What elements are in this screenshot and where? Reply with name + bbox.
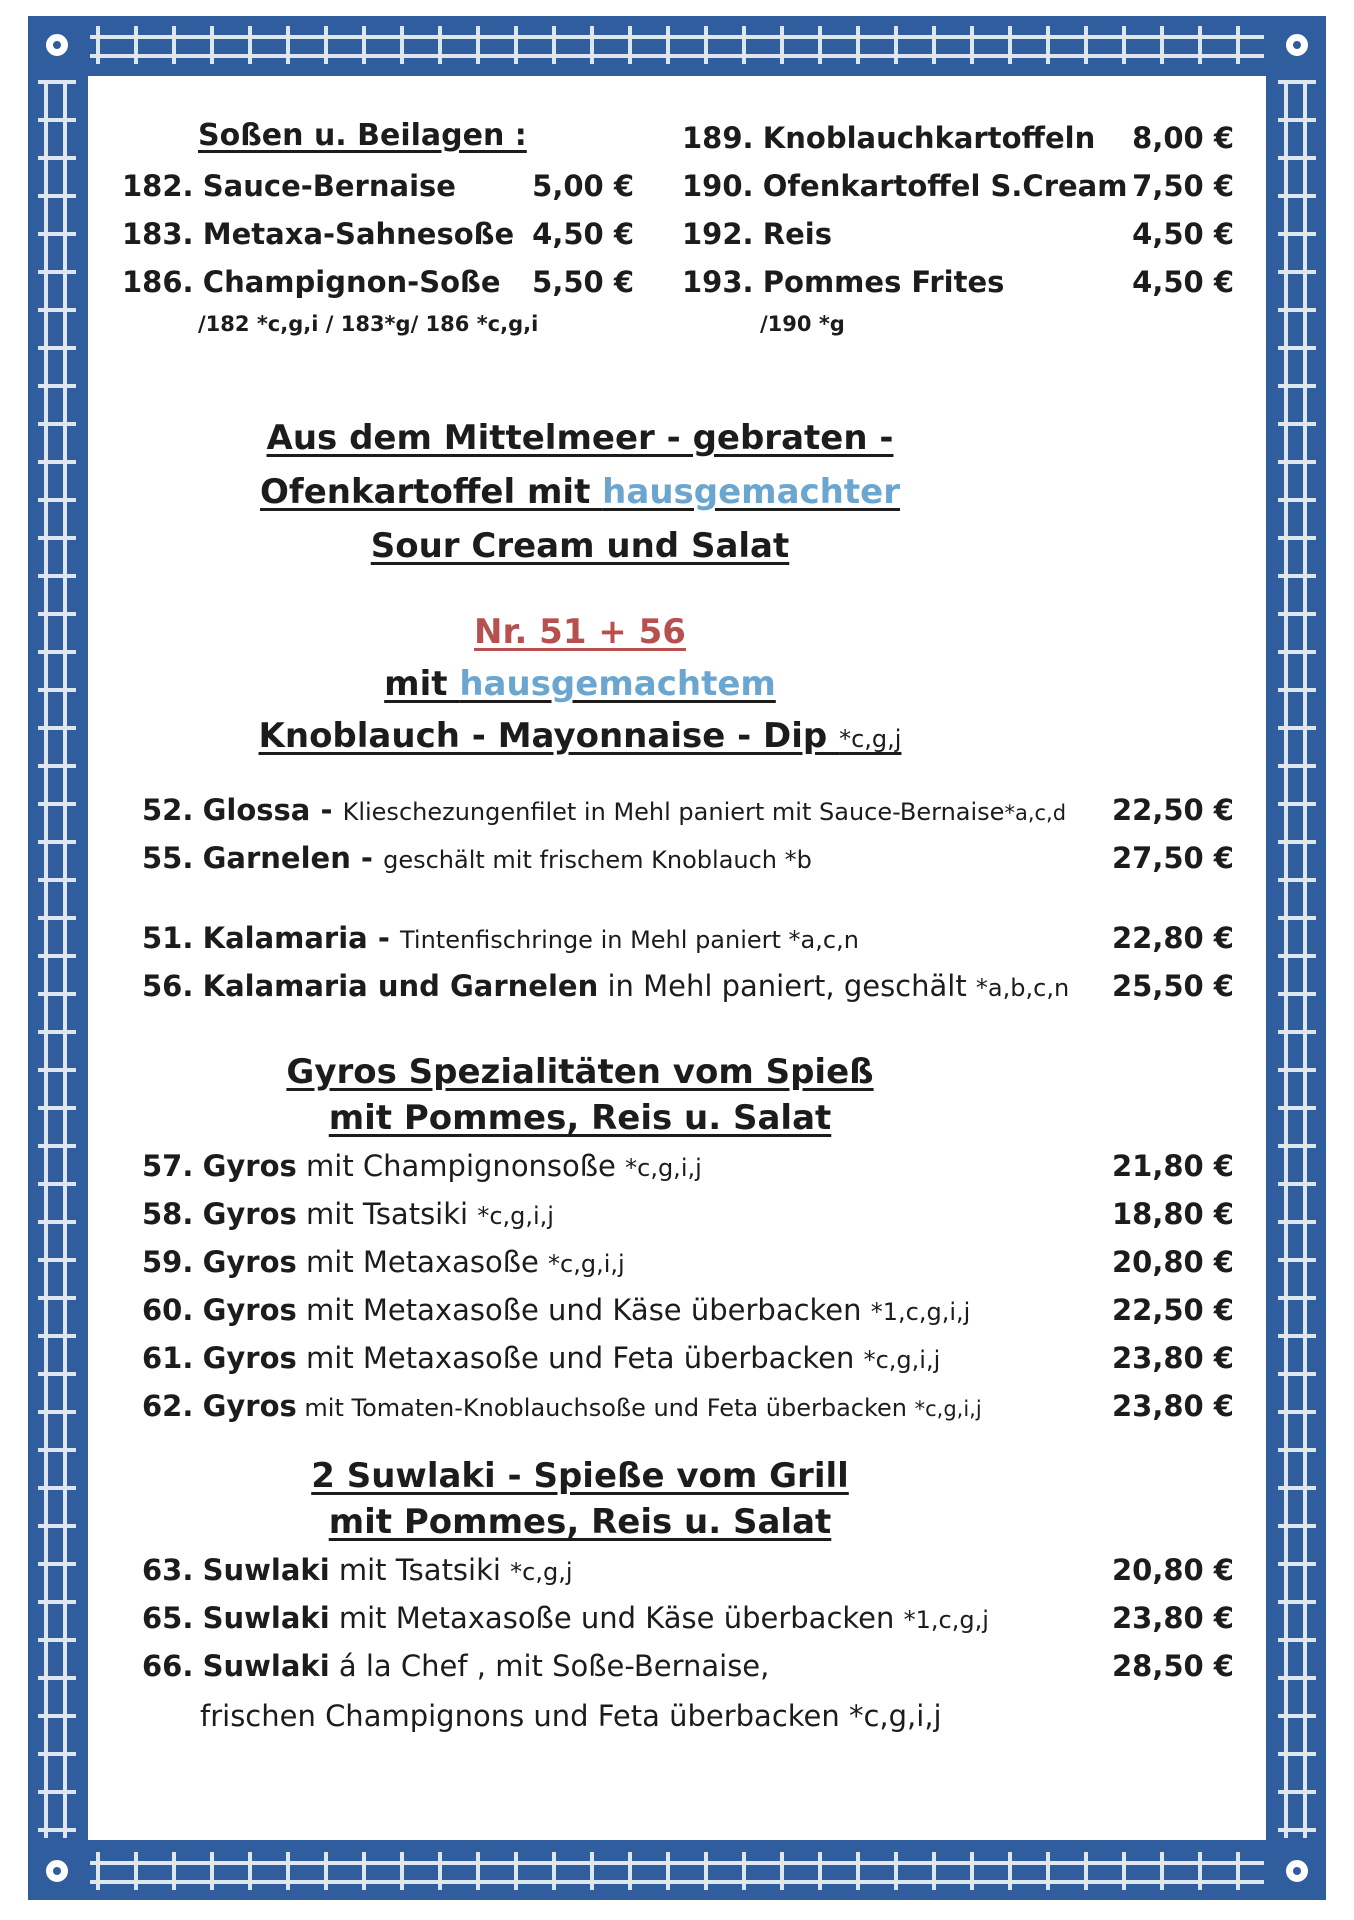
greek-key-pattern-right [1278, 80, 1316, 1838]
corner-ornament-icon [1280, 1854, 1314, 1888]
greek-key-pattern-left [38, 80, 76, 1838]
dip-note: mit hausgemachtem [384, 664, 776, 704]
dip-note-numbers: Nr. 51 + 56 [474, 612, 686, 652]
item-price: 4,50 € [532, 217, 634, 251]
item-price: 22,50 € [1111, 1293, 1234, 1327]
corner-ornament-icon [40, 28, 74, 62]
item-price: 20,80 € [1111, 1245, 1234, 1279]
item-price: 25,50 € [1111, 969, 1234, 1003]
item-price: 8,00 € [1132, 121, 1234, 155]
item-price: 20,80 € [1111, 1553, 1234, 1587]
item-price: 23,80 € [1111, 1601, 1234, 1635]
item-price: 4,50 € [1132, 265, 1234, 299]
section-heading: mit Pommes, Reis u. Salat [328, 1502, 832, 1542]
menu-item: 60. Gyros mit Metaxasoße und Käse überbacken *1,c,g,i,j [142, 1293, 971, 1327]
dip-note: Knoblauch - Mayonnaise - Dip *c,g,j [258, 716, 902, 756]
menu-item: 58. Gyros mit Tsatsiki *c,g,i,j [142, 1197, 554, 1231]
section-heading: 2 Suwlaki - Spieße vom Grill [311, 1456, 849, 1496]
list-item: 186. Champignon-Soße [122, 265, 501, 299]
list-item: 193. Pommes Frites [682, 265, 1005, 299]
allergen-note: /182 *c,g,i / 183*g/ 186 *c,g,i [198, 312, 539, 336]
item-price: 18,80 € [1111, 1197, 1234, 1231]
list-item: 192. Reis [682, 217, 832, 251]
item-price: 22,50 € [1111, 793, 1234, 827]
corner-ornament-icon [1280, 28, 1314, 62]
menu-item: 56. Kalamaria und Garnelen in Mehl paniert, geschält *a,b,c,n [142, 969, 1070, 1003]
allergen-note: /190 *g [760, 312, 845, 336]
menu-item: 63. Suwlaki mit Tsatsiki *c,g,j [142, 1553, 573, 1587]
menu-item: 55. Garnelen - geschält mit frischem Knoblauch *b [142, 841, 812, 875]
menu-item: 66. Suwlaki á la Chef , mit Soße-Bernaise, [142, 1649, 770, 1683]
section-heading: Gyros Spezialitäten vom Spieß [286, 1052, 874, 1092]
item-price: 22,80 € [1111, 921, 1234, 955]
item-price: 7,50 € [1132, 169, 1234, 203]
section-heading: Sour Cream und Salat [370, 526, 790, 566]
menu-item: 52. Glossa - Klieschezungenfilet in Mehl paniert mit Sauce-Bernaise*a,c,d [142, 793, 1067, 827]
menu-item: 65. Suwlaki mit Metaxasoße und Käse überbacken *1,c,g,j [142, 1601, 989, 1635]
item-price: 5,50 € [532, 265, 634, 299]
menu-item: 59. Gyros mit Metaxasoße *c,g,i,j [142, 1245, 625, 1279]
menu-item: 62. Gyros mit Tomaten-Knoblauchsoße und Feta überbacken *c,g,i,j [142, 1389, 982, 1423]
list-item: 190. Ofenkartoffel S.Cream [682, 169, 1128, 203]
menu-item: 57. Gyros mit Champignonsoße *c,g,i,j [142, 1149, 702, 1183]
menu-item: 61. Gyros mit Metaxasoße und Feta überbacken *c,g,i,j [142, 1341, 941, 1375]
item-price: 21,80 € [1111, 1149, 1234, 1183]
list-item: 183. Metaxa-Sahnesoße [122, 217, 515, 251]
item-price: 4,50 € [1132, 217, 1234, 251]
menu-item: 51. Kalamaria - Tintenfischringe in Mehl paniert *a,c,n [142, 921, 859, 955]
greek-key-pattern-top [90, 26, 1264, 64]
item-price: 23,80 € [1111, 1389, 1234, 1423]
item-price: 28,50 € [1111, 1649, 1234, 1683]
section-heading: Ofenkartoffel mit hausgemachter [260, 472, 900, 512]
item-price: 27,50 € [1111, 841, 1234, 875]
item-price: 23,80 € [1111, 1341, 1234, 1375]
menu-item-continuation: frischen Champignons und Feta überbacken *c,g,i,j [200, 1699, 942, 1733]
item-price: 5,00 € [532, 169, 634, 203]
sauces-title: Soßen u. Beilagen : [198, 118, 527, 153]
list-item: 189. Knoblauchkartoffeln [682, 121, 1096, 155]
section-heading: mit Pommes, Reis u. Salat [328, 1098, 832, 1138]
section-heading: Aus dem Mittelmeer - gebraten - [266, 418, 894, 458]
corner-ornament-icon [40, 1854, 74, 1888]
list-item: 182. Sauce-Bernaise [122, 169, 456, 203]
greek-key-pattern-bottom [90, 1852, 1264, 1890]
